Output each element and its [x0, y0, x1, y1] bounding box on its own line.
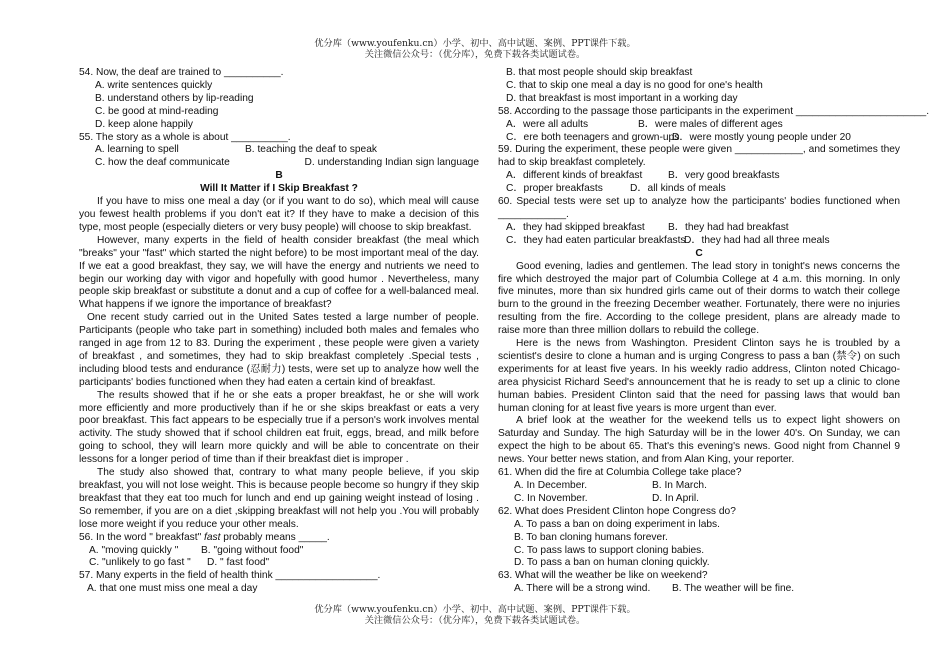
option-58d: D．were mostly young people under 20 [672, 131, 851, 143]
options-59-row2 [498, 183, 900, 196]
option-63a: A. There will be a strong wind. [514, 583, 651, 595]
option-55c: C. how the deaf communicate [95, 157, 230, 169]
options-56-row2 [79, 557, 479, 570]
option-60c: C．they had eaten particular breakfasts [506, 234, 686, 246]
footer-line-1: 优分库（www.youfenku.cn）小学、初中、高中试题、案例、PPT课件下载。 [314, 604, 636, 615]
options-60-row2 [498, 235, 900, 248]
question-56-keyword: fast [204, 531, 221, 543]
question-60: 60. Special tests were set up to analyze how the participants' bodies functioned when ____________. [498, 196, 900, 220]
header-line-2: 关注微信公众号：（优分库），免费下载各类试题试卷。 [364, 49, 586, 60]
option-56b: B. "going without food" [201, 544, 304, 556]
option-54c: C. be good at mind-reading [95, 105, 219, 117]
options-59-row1 [498, 170, 900, 183]
option-55a: A. learning to spell [95, 144, 179, 156]
question-54: 54. Now, the deaf are trained to __________. [79, 67, 284, 78]
option-62c: C. To pass laws to support cloning babies. [514, 544, 705, 556]
section-b-label: B [275, 170, 283, 182]
question-61: 61. When did the fire at Columbia College take place? [498, 467, 742, 479]
option-55d: D. understanding Indian sign language [304, 157, 479, 169]
page-footer [0, 604, 950, 626]
options-63-row1 [498, 583, 900, 596]
passage-b-paragraph-1: If you have to miss one meal a day (or if you want to do so), which meal will cause you fewest health problems if you don't eat it? If they have to make a decision of this type, most people (especially dieters or very busy people) will choose to skip breakfast. [79, 196, 479, 233]
option-59c: C．proper breakfasts [506, 183, 603, 195]
options-61-row2 [498, 493, 900, 506]
option-61c: C. In November. [514, 492, 588, 504]
option-57b: B. that most people should skip breakfast [506, 67, 693, 78]
option-62d: D. To pass a ban on human cloning quickly. [514, 557, 710, 569]
option-54a: A. write sentences quickly [95, 79, 213, 91]
question-63: 63. What will the weather be like on weekend? [498, 570, 708, 582]
question-62: 62. What does President Clinton hope Congress do? [498, 505, 736, 517]
option-62b: B. To ban cloning humans forever. [514, 531, 668, 543]
option-54d: D. keep alone happily [95, 118, 193, 130]
option-56a: A. "moving quickly " [89, 544, 179, 556]
passage-c-paragraph-1: Good evening, ladies and gentlemen. The lead story in tonight's news concerns the fire which destroyed the major part of Columbia College at 4 a.m. this morning. In only five minutes, more than six hundred girls came out of their dorms to watch their college burn to the ground in the freezing December weather. Fortunately, there were no injuries resulting from the fire. According to the college president, plans are already made to raise more than three million dollars to rebuild the college. [498, 260, 900, 337]
right-column [498, 67, 930, 596]
option-55b: B. teaching the deaf to speak [245, 144, 377, 156]
question-55: 55. The story as a whole is about __________. [79, 131, 291, 143]
question-58: 58. According to the passage those participants in the experiment _______________________. [498, 105, 930, 117]
option-60b: B．they had had breakfast [668, 221, 789, 233]
passage-b-paragraph-4: The results showed that if he or she eats a proper breakfast, he or she will work more efficiently and more productively than if he or she skips breakfast or eats a very poor breakfast. This fact appears to be especially true if a person's work involves mental activity. The study showed that if school children eat fruit, eggs, bread, and milk before going to school, they will learn more quickly and will be able to concentrate on their lessons for a longer period of time than if their breakfast diet is improper . [79, 389, 479, 466]
footer-line-2: 关注微信公众号：（优分库），免费下载各类试题试卷。 [364, 615, 586, 626]
option-57c: C. that to skip one meal a day is no good for one's health [506, 79, 763, 91]
option-56d: D. " fast food" [207, 557, 270, 569]
option-62a: A. To pass a ban on doing experiment in labs. [514, 518, 720, 530]
option-61d: D. In April. [652, 492, 699, 504]
options-56-row1 [79, 545, 479, 558]
passage-b-paragraph-5: The study also showed that, contrary to what many people believe, if you skip breakfast, you will not lose weight. This is because people become so hungry if they skip breakfast that they eat too much for lunch and end up gaining weight instead of losing . So remember, if you are on a diet ,skipping breakfast will not help you .You will probably lose more weight if you reduce your other meals. [79, 467, 479, 530]
passage-b-title: Will It Matter if I Skip Breakfast ? [200, 183, 358, 195]
option-59d: D．all kinds of meals [630, 183, 726, 195]
option-54b: B. understand others by lip-reading [95, 92, 254, 104]
option-58a: A．were all adults [506, 118, 589, 130]
question-56 [79, 532, 479, 545]
section-c-label: C [695, 247, 703, 259]
option-60d: D．they had had all three meals [684, 234, 830, 246]
options-58-row2 [498, 132, 900, 145]
option-56c: C. "unlikely to go fast " [89, 557, 191, 569]
option-60a: A．they had skipped breakfast [506, 221, 645, 233]
left-column [79, 67, 479, 596]
header-line-1: 优分库（www.youfenku.cn）小学、初中、高中试题、案例、PPT课件下载。 [314, 38, 636, 49]
option-59b: B．very good breakfasts [668, 170, 780, 182]
option-61b: B. In March. [652, 480, 707, 491]
question-57: 57. Many experts in the field of health think __________________. [79, 570, 381, 582]
option-58c: C．ere both teenagers and grown-ups [506, 131, 680, 143]
page-header [0, 38, 950, 60]
option-63b: B. The weather will be fine. [672, 583, 795, 595]
passage-b-paragraph-2: However, many experts in the field of health consider breakfast (the meal which "breaks" your "fast" which started the night before) to be most important meal of the day. If we eat a good breakfast, they say, we will have the energy and nutrients we need to begin our working day with vigor and hopefully with good humor . Nevertheless, many people skip breakfast or substitute a donut and a cup of coffee for a well-balanced meal. What happens if we ignore the importance of breakfast? [79, 234, 479, 311]
passage-c-paragraph-3: A brief look at the weather for the weekend tells us to expect light showers on Saturday and Sunday. The high Saturday will be in the lower 40's. On Sunday, we can expect the high to be about 65. That's this evening's news. Good night from Channel 9 news. Your better news station, and from Alan King, your reporter. [498, 415, 900, 466]
options-55-row1 [79, 144, 479, 157]
options-55-row2 [79, 157, 479, 170]
option-57a: A. that one must miss one meal a day [87, 583, 258, 595]
options-61-row1 [498, 480, 900, 493]
option-59a: A．different kinds of breakfast [506, 170, 643, 182]
question-56-text-end: probably means _____. [220, 531, 330, 543]
question-56-text-start: 56. In the word " breakfast" [79, 531, 205, 543]
option-61a: A. In December. [514, 480, 588, 491]
option-57d: D. that breakfast is most important in a working day [506, 92, 738, 104]
question-59: 59. During the experiment, these people were given ____________, and sometimes they had to skip breakfast completely. [498, 144, 900, 169]
option-58b: B．were males of different ages [638, 118, 783, 130]
passage-b-paragraph-3: One recent study carried out in the United Sates tested a large number of people. Participants (people who take part in something) included both males and females who ranged in age from 12 to 83. During the experiment , these people were given a variety of breakfast , and sometimes, they had to skip breakfast completely .Special tests , including blood tests and endurance (忍耐力) tests, were set up to analyze how well the participants' bodies functioned when they had eaten a certain kind of breakfast. [79, 312, 479, 388]
options-58-row1 [498, 119, 900, 132]
options-60-row1 [498, 222, 900, 235]
passage-c-paragraph-2: Here is the news from Washington. President Clinton says he is troubled by a scientist's desire to clone a human and is urging Congress to pass a ban (禁令) on such experiments for at least five years. In his weekly radio address, Clinton noted Chicago-area physicist Richard Seed's announcement that he is ready to set up a clinic to clone human babies. President Clinton said that the need for passing laws that would ban human cloning for at least five years is more urgent than ever. [498, 338, 900, 414]
